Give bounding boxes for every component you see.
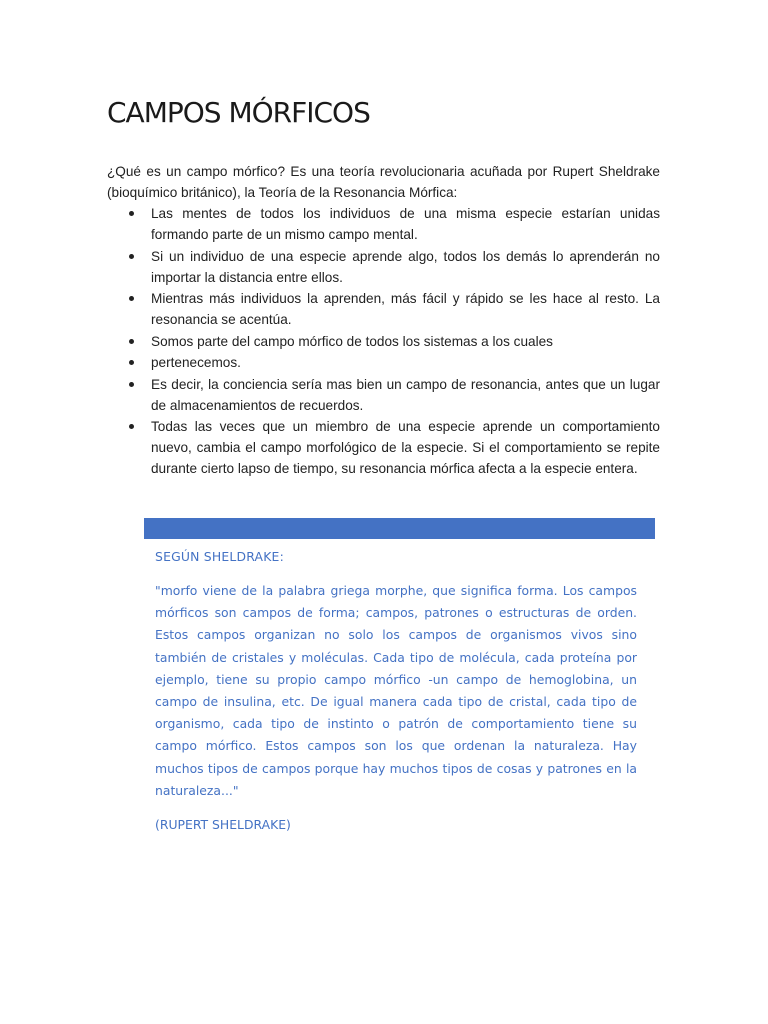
bullet-icon (129, 382, 134, 387)
quote-box (155, 546, 637, 836)
list-item (107, 331, 660, 352)
bullet-icon (129, 339, 134, 344)
list-item (107, 246, 660, 288)
list-item (107, 416, 660, 479)
bullet-icon (129, 254, 134, 259)
list-item-text: Mientras más individuos la aprenden, más fácil y rápido se les hace al resto. La resonancia se acentúa. (151, 291, 660, 327)
quote-author: (RUPERT SHELDRAKE) (155, 817, 291, 833)
quote-heading: SEGÚN SHELDRAKE: (155, 549, 284, 564)
intro-paragraph: ¿Qué es un campo mórfico? Es una teoría revolucionaria acuñada por Rupert Sheldrake (bioquímico británico), la Teoría de la Resonancia Mórfica: (107, 164, 660, 200)
list-item (107, 203, 660, 245)
list-item (107, 374, 660, 416)
list-item-text: pertenecemos. (151, 355, 241, 370)
list-item-text: Las mentes de todos los individuos de una misma especie estarían unidas formando parte de un mismo campo mental. (151, 206, 660, 242)
list-item-text: Todas las veces que un miembro de una especie aprende un comportamiento nuevo, cambia el campo morfológico de la especie. Si el comportamiento se repite durante cierto lapso de tiempo, su resonancia mórfica afecta a la especie entera. (151, 419, 660, 476)
quote-header-bar (144, 518, 655, 539)
bullet-icon (129, 360, 134, 365)
bullet-icon (129, 296, 134, 301)
list-item-text: Si un individuo de una especie aprende algo, todos los demás lo aprenderán no importar la distancia entre ellos. (151, 248, 660, 285)
bullet-icon (129, 424, 134, 429)
quote-text: "morfo viene de la palabra griega morphe, que significa forma. Los campos mórficos son campos de forma; campos, patrones o estructuras de orden. Estos campos organizan no solo los campos de organismos vivos sino también de cristales y moléculas. Cada tipo de molécula, cada proteína por ejemplo, tiene su propio campo mórfico -un campo de hemoglobina, un campo de insulina, etc. De igual manera cada tipo de cristal, cada tipo de organismo, cada tipo de instinto o patrón de comportamiento tiene su campo mórfico. Estos campos son los que ordenan la naturaleza. Hay muchos tipos de campos porque hay muchos tipos de cosas y patrones en la naturaleza..." (155, 583, 637, 798)
bullet-icon (129, 211, 134, 216)
list-item-text: Es decir, la conciencia sería mas bien un campo de resonancia, antes que un lugar de almacenamientos de recuerdos. (151, 376, 660, 413)
document-title: CAMPOS MÓRFICOS (107, 96, 370, 129)
bullet-list (107, 203, 660, 480)
list-item (107, 288, 660, 330)
list-item (107, 352, 660, 373)
list-item-text: Somos parte del campo mórfico de todos los sistemas a los cuales (151, 333, 553, 349)
